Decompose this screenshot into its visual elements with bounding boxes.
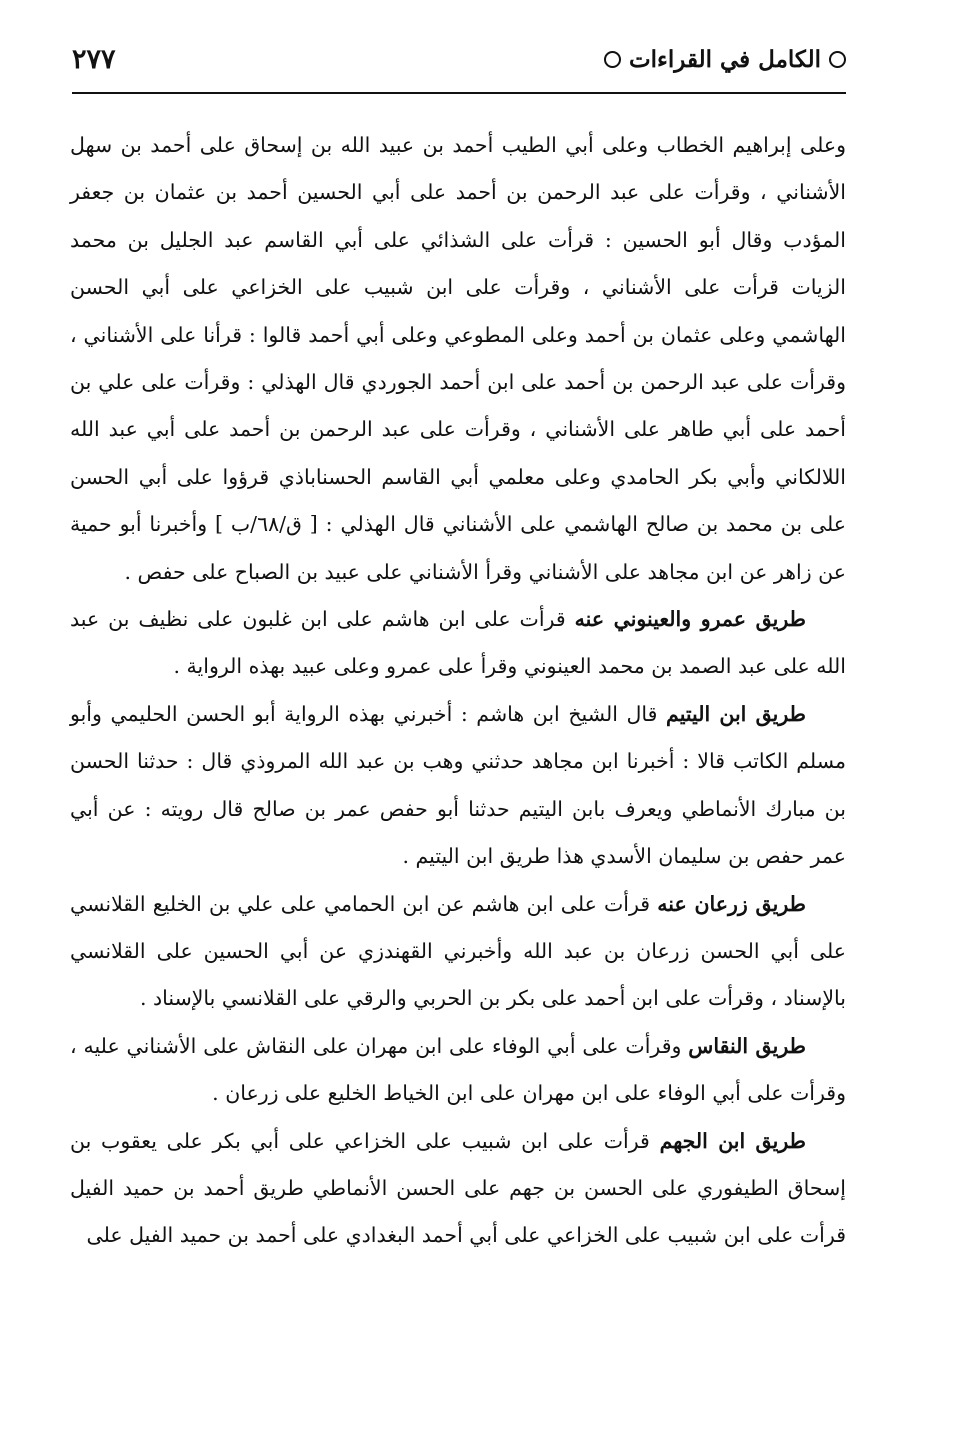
paragraph-ibn-aljahm	[70, 1118, 846, 1260]
paragraph-continuation	[70, 122, 846, 596]
section-lead: طريق ابن اليتيم	[666, 701, 806, 726]
header-divider	[72, 92, 846, 94]
paragraph-zarʿan	[70, 881, 846, 1023]
circle-ornament-icon	[829, 51, 846, 68]
paragraph-amr-alaynuni	[70, 596, 846, 691]
section-lead: طريق النقاس	[688, 1033, 806, 1058]
text-body	[70, 122, 846, 1260]
page-header	[72, 44, 846, 94]
paragraph-text: وقرأت على أبي الوفاء على ابن مهران على النقاش على الأشناني عليه ، وقرأت على أبي الوفاء على ابن مهران على ابن الخياط الخليع على زرعان .	[70, 1033, 846, 1106]
running-title	[604, 46, 846, 73]
paragraph-text: وعلى إبراهيم الخطاب وعلى أبي الطيب أحمد بن عبيد الله بن إسحاق على أحمد بن سهل الأشناني ، وقرأت على عبد الرحمن بن أحمد على أبي الحسين أحمد بن عثمان بن جعفر المؤدب وقال أبو الحسين : قرأت على الشذائي على أبي القاسم عبد الجليل بن محمد الزيات قرأت على الأشناني ، وقرأت على ابن شبيب على الخزاعي على أبي الحسن الهاشمي وعلى عثمان بن أحمد وعلى المطوعي وعلى أبي أحمد قالوا : قرأنا على الأشناني ، وقرأت على عبد الرحمن بن أحمد على ابن أحمد الجوردي قال الهذلي : وقرأت على علي بن أحمد على أبي طاهر على الأشناني ، وقرأت على عبد الرحمن بن أحمد على أبي عبد الله اللالكاني وأبي بكر الحامدي وعلى معلمي أبي القاسم الحسناباذي قرؤوا على أبي الحسن على بن محمد بن صالح الهاشمي على الأشناني قال الهذلي : [ ق/٦٨/ب ] وأخبرنا أبو حمية عن زاهر عن ابن مجاهد على الأشناني وقرأ الأشناني على عبيد بن الصباح على حفص .	[70, 133, 846, 584]
paragraph-alnaqqas	[70, 1023, 846, 1118]
section-lead: طريق عمرو والعينوني عنه	[574, 607, 806, 632]
paragraph-text: قرأت على ابن هاشم عن ابن الحمامي على علي بن الخليع القلانسي على أبي الحسن زرعان بن عبد الله وأخبرني القهندزي عن أبي الحسين على القلانسي بالإسناد ، وقرأت على ابن أحمد على بكر بن الحربي والرقي على القلانسي بالإسناد .	[70, 891, 846, 1011]
page-number: ٢٧٧	[72, 44, 116, 75]
circle-ornament-icon	[604, 51, 621, 68]
paragraph-text: قرأت على ابن هاشم على ابن غلبون على نظيف بن عبد الله على عبد الصمد بن محمد العينوني وقرأ على عمرو وعلى عبيد بهذه الرواية .	[70, 607, 846, 679]
running-title-text: الكامل في القراءات	[629, 46, 821, 73]
paragraph-text: قال الشيخ ابن هاشم : أخبرني بهذه الرواية أبو الحسن الحليمي وأبو مسلم الكاتب قالا : أخبرنا ابن مجاهد حدثني وهب بن عبد الله المروذي قال : حدثنا الحسن بن مبارك الأنماطي ويعرف بابن اليتيم حدثنا أبو حفص عمر بن صالح قال رويته : عن أبي عمر حفص بن سليمان الأسدي هذا طريق ابن اليتيم .	[70, 701, 846, 869]
section-lead: طريق ابن الجهم	[659, 1128, 806, 1153]
section-lead: طريق زرعان عنه	[657, 891, 806, 916]
paragraph-text: قرأت على ابن شبيب على الخزاعي على أبي بكر على يعقوب بن إسحاق الطيفوري على الحسن بن جهم على الحسن الأنماطي طريق أحمد بن حميد الفيل قرأت على ابن شبيب على الخزاعي على أبي أحمد البغدادي على أحمد بن حميد الفيل على	[70, 1128, 846, 1248]
paragraph-ibn-alyatim	[70, 691, 846, 881]
